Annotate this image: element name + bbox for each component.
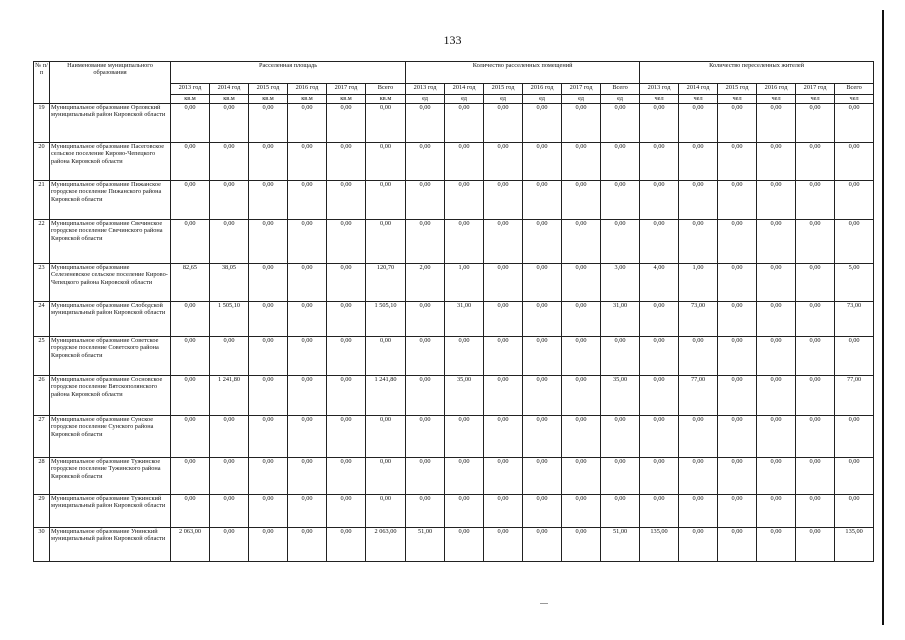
value-cell: 0,00 [640, 302, 679, 337]
value-cell: 0,00 [249, 264, 288, 302]
value-cell: 0,00 [171, 104, 210, 143]
value-cell: 120,70 [366, 264, 406, 302]
unit-header: чел [835, 95, 874, 104]
table-row [34, 104, 874, 143]
value-cell: 0,00 [366, 458, 406, 495]
value-cell: 0,00 [406, 302, 445, 337]
value-cell: 0,00 [249, 528, 288, 562]
value-cell: 0,00 [757, 181, 796, 220]
year-header: 2016 год [523, 84, 562, 95]
value-cell: 0,00 [327, 376, 366, 416]
year-header: Всего [366, 84, 406, 95]
value-cell: 0,00 [718, 376, 757, 416]
value-cell: 135,00 [835, 528, 874, 562]
scan-mark [540, 603, 548, 604]
unit-header: чел [796, 95, 835, 104]
value-cell: 0,00 [406, 220, 445, 264]
year-header: 2017 год [796, 84, 835, 95]
value-cell: 0,00 [249, 302, 288, 337]
value-cell: 0,00 [679, 220, 718, 264]
value-cell: 0,00 [327, 495, 366, 528]
value-cell: 0,00 [679, 495, 718, 528]
value-cell: 0,00 [796, 458, 835, 495]
value-cell: 0,00 [288, 143, 327, 181]
row-number: 24 [34, 302, 50, 337]
value-cell: 0,00 [406, 495, 445, 528]
table-row [34, 220, 874, 264]
value-cell: 0,00 [601, 220, 640, 264]
value-cell: 0,00 [601, 181, 640, 220]
value-cell: 0,00 [327, 528, 366, 562]
table-row [34, 264, 874, 302]
value-cell: 0,00 [445, 337, 484, 376]
value-cell: 0,00 [523, 337, 562, 376]
header-num: № п/п [34, 62, 50, 104]
value-cell: 0,00 [601, 458, 640, 495]
value-cell: 0,00 [210, 416, 249, 458]
value-cell: 3,00 [601, 264, 640, 302]
value-cell: 0,00 [796, 302, 835, 337]
value-cell: 0,00 [210, 495, 249, 528]
year-header: 2013 год [171, 84, 210, 95]
unit-header: чел [679, 95, 718, 104]
value-cell: 0,00 [679, 337, 718, 376]
value-cell: 0,00 [835, 143, 874, 181]
unit-header: ед [406, 95, 445, 104]
value-cell: 0,00 [640, 220, 679, 264]
value-cell: 0,00 [796, 376, 835, 416]
row-number: 20 [34, 143, 50, 181]
value-cell: 4,00 [640, 264, 679, 302]
year-header: 2015 год [249, 84, 288, 95]
unit-header: ед [484, 95, 523, 104]
value-cell: 0,00 [171, 302, 210, 337]
header-group-residents: Количество переселенных жителей [640, 62, 874, 84]
value-cell: 0,00 [484, 104, 523, 143]
header-name: Наименование муниципального образования [50, 62, 171, 104]
value-cell: 0,00 [835, 416, 874, 458]
value-cell: 0,00 [366, 495, 406, 528]
unit-header: ед [445, 95, 484, 104]
value-cell: 0,00 [288, 337, 327, 376]
value-cell: 0,00 [366, 416, 406, 458]
unit-header: кв.м [210, 95, 249, 104]
value-cell: 0,00 [523, 416, 562, 458]
value-cell: 0,00 [601, 495, 640, 528]
page-number: 133 [443, 33, 462, 47]
value-cell: 35,00 [601, 376, 640, 416]
value-cell: 0,00 [484, 143, 523, 181]
value-cell: 0,00 [288, 458, 327, 495]
value-cell: 0,00 [523, 104, 562, 143]
year-header: Всего [601, 84, 640, 95]
value-cell: 0,00 [406, 337, 445, 376]
value-cell: 0,00 [562, 416, 601, 458]
municipality-name: Муниципальное образование Сунское городское поселение Сунского района Кировской области [50, 416, 171, 458]
row-number: 23 [34, 264, 50, 302]
value-cell: 0,00 [288, 220, 327, 264]
value-cell: 0,00 [327, 337, 366, 376]
value-cell: 35,00 [445, 376, 484, 416]
year-header: 2015 год [484, 84, 523, 95]
value-cell: 0,00 [679, 143, 718, 181]
unit-header: чел [718, 95, 757, 104]
value-cell: 0,00 [288, 495, 327, 528]
value-cell: 0,00 [757, 302, 796, 337]
value-cell: 0,00 [327, 416, 366, 458]
municipality-name: Муниципальное образование Тужинское городское поселение Тужинского района Кировской области [50, 458, 171, 495]
value-cell: 0,00 [484, 264, 523, 302]
value-cell: 1,00 [445, 264, 484, 302]
value-cell: 0,00 [601, 337, 640, 376]
value-cell: 0,00 [562, 302, 601, 337]
year-header: 2013 год [406, 84, 445, 95]
value-cell: 0,00 [484, 302, 523, 337]
value-cell: 5,00 [835, 264, 874, 302]
value-cell: 0,00 [718, 181, 757, 220]
value-cell: 0,00 [327, 104, 366, 143]
year-header: 2014 год [679, 84, 718, 95]
table-row [34, 528, 874, 562]
value-cell: 0,00 [718, 495, 757, 528]
unit-header: ед [601, 95, 640, 104]
row-number: 30 [34, 528, 50, 562]
table-row [34, 181, 874, 220]
value-cell: 0,00 [210, 528, 249, 562]
value-cell: 0,00 [249, 220, 288, 264]
year-header: 2016 год [757, 84, 796, 95]
unit-header: кв.м [171, 95, 210, 104]
value-cell: 0,00 [327, 143, 366, 181]
unit-header: ед [562, 95, 601, 104]
value-cell: 0,00 [718, 220, 757, 264]
value-cell: 0,00 [679, 181, 718, 220]
value-cell: 0,00 [210, 181, 249, 220]
municipality-name: Муниципальное образование Слободской муниципальный район Кировской области [50, 302, 171, 337]
value-cell: 51,00 [601, 528, 640, 562]
value-cell: 2,00 [406, 264, 445, 302]
value-cell: 0,00 [171, 143, 210, 181]
unit-header: ед [523, 95, 562, 104]
value-cell: 1 505,10 [366, 302, 406, 337]
value-cell: 0,00 [718, 302, 757, 337]
value-cell: 0,00 [484, 337, 523, 376]
value-cell: 0,00 [562, 220, 601, 264]
value-cell: 0,00 [210, 143, 249, 181]
value-cell: 0,00 [366, 143, 406, 181]
value-cell: 0,00 [445, 528, 484, 562]
unit-header: кв.м [327, 95, 366, 104]
value-cell: 0,00 [288, 416, 327, 458]
value-cell: 0,00 [796, 104, 835, 143]
value-cell: 0,00 [484, 495, 523, 528]
year-header: Всего [835, 84, 874, 95]
table-row [34, 376, 874, 416]
value-cell: 0,00 [835, 181, 874, 220]
value-cell: 135,00 [640, 528, 679, 562]
value-cell: 0,00 [835, 337, 874, 376]
value-cell: 0,00 [288, 302, 327, 337]
municipality-name: Муниципальное образование Тужинский муниципальный район Кировской области [50, 495, 171, 528]
value-cell: 0,00 [249, 495, 288, 528]
value-cell: 0,00 [679, 416, 718, 458]
resettlement-table [33, 61, 874, 562]
value-cell: 0,00 [835, 220, 874, 264]
value-cell: 0,00 [562, 181, 601, 220]
value-cell: 31,00 [445, 302, 484, 337]
municipality-name: Муниципальное образование Пасеговское сельское поселение Кирово-Чепецкого района Кировской области [50, 143, 171, 181]
unit-header: чел [757, 95, 796, 104]
value-cell: 38,05 [210, 264, 249, 302]
value-cell: 0,00 [718, 143, 757, 181]
value-cell: 0,00 [445, 458, 484, 495]
value-cell: 0,00 [484, 528, 523, 562]
unit-header: чел [640, 95, 679, 104]
value-cell: 0,00 [210, 337, 249, 376]
table-row [34, 337, 874, 376]
value-cell: 0,00 [445, 143, 484, 181]
value-cell: 0,00 [406, 143, 445, 181]
value-cell: 0,00 [523, 181, 562, 220]
value-cell: 0,00 [562, 495, 601, 528]
row-number: 28 [34, 458, 50, 495]
value-cell: 0,00 [796, 220, 835, 264]
value-cell: 0,00 [484, 376, 523, 416]
table-row [34, 416, 874, 458]
value-cell: 0,00 [562, 528, 601, 562]
row-number: 27 [34, 416, 50, 458]
value-cell: 77,00 [679, 376, 718, 416]
value-cell: 77,00 [835, 376, 874, 416]
value-cell: 0,00 [406, 416, 445, 458]
value-cell: 0,00 [210, 220, 249, 264]
value-cell: 0,00 [679, 528, 718, 562]
value-cell: 0,00 [445, 104, 484, 143]
value-cell: 0,00 [757, 528, 796, 562]
value-cell: 0,00 [249, 104, 288, 143]
row-number: 19 [34, 104, 50, 143]
value-cell: 0,00 [171, 376, 210, 416]
value-cell: 0,00 [640, 458, 679, 495]
municipality-name: Муниципальное образование Унинский муниципальный район Кировской области [50, 528, 171, 562]
value-cell: 0,00 [757, 220, 796, 264]
row-number: 25 [34, 337, 50, 376]
row-number: 22 [34, 220, 50, 264]
value-cell: 0,00 [796, 495, 835, 528]
value-cell: 0,00 [288, 528, 327, 562]
value-cell: 0,00 [796, 181, 835, 220]
unit-header: кв.м [366, 95, 406, 104]
value-cell: 0,00 [562, 104, 601, 143]
value-cell: 1 241,80 [210, 376, 249, 416]
value-cell: 0,00 [562, 337, 601, 376]
value-cell: 0,00 [171, 181, 210, 220]
municipality-name: Муниципальное образование Свечинское городское поселение Свечинского района Кировской области [50, 220, 171, 264]
value-cell: 0,00 [718, 337, 757, 376]
value-cell: 0,00 [249, 143, 288, 181]
value-cell: 0,00 [484, 181, 523, 220]
value-cell: 0,00 [523, 458, 562, 495]
table-row [34, 143, 874, 181]
value-cell: 0,00 [640, 181, 679, 220]
value-cell: 31,00 [601, 302, 640, 337]
value-cell: 73,00 [679, 302, 718, 337]
value-cell: 0,00 [327, 264, 366, 302]
value-cell: 0,00 [366, 104, 406, 143]
header-group-premises: Количество расселенных помещений [406, 62, 640, 84]
table-row [34, 458, 874, 495]
value-cell: 0,00 [562, 458, 601, 495]
value-cell: 0,00 [523, 264, 562, 302]
row-number: 29 [34, 495, 50, 528]
value-cell: 0,00 [288, 104, 327, 143]
value-cell: 0,00 [171, 220, 210, 264]
value-cell: 0,00 [171, 458, 210, 495]
value-cell: 0,00 [406, 181, 445, 220]
value-cell: 0,00 [366, 220, 406, 264]
year-header: 2017 год [562, 84, 601, 95]
value-cell: 0,00 [523, 376, 562, 416]
value-cell: 0,00 [249, 337, 288, 376]
value-cell: 0,00 [640, 376, 679, 416]
value-cell: 0,00 [757, 143, 796, 181]
value-cell: 0,00 [523, 143, 562, 181]
value-cell: 0,00 [562, 376, 601, 416]
municipality-name: Муниципальное образование Советское городское поселение Советского района Кировской области [50, 337, 171, 376]
value-cell: 0,00 [757, 264, 796, 302]
value-cell: 51,00 [406, 528, 445, 562]
unit-header: кв.м [288, 95, 327, 104]
value-cell: 0,00 [249, 181, 288, 220]
value-cell: 0,00 [445, 416, 484, 458]
year-header: 2014 год [445, 84, 484, 95]
value-cell: 0,00 [406, 104, 445, 143]
value-cell: 0,00 [796, 416, 835, 458]
value-cell: 0,00 [523, 302, 562, 337]
value-cell: 0,00 [445, 220, 484, 264]
value-cell: 2 063,00 [366, 528, 406, 562]
value-cell: 0,00 [601, 143, 640, 181]
table-row [34, 495, 874, 528]
value-cell: 0,00 [796, 264, 835, 302]
value-cell: 0,00 [210, 458, 249, 495]
year-header: 2017 год [327, 84, 366, 95]
municipality-name: Муниципальное образование Сосновское городское поселение Вятскополянского района Кировской области [50, 376, 171, 416]
municipality-name: Муниципальное образование Орловский муниципальный район Кировской области [50, 104, 171, 143]
value-cell: 0,00 [484, 458, 523, 495]
value-cell: 2 063,00 [171, 528, 210, 562]
value-cell: 0,00 [366, 337, 406, 376]
value-cell: 73,00 [835, 302, 874, 337]
value-cell: 0,00 [406, 458, 445, 495]
value-cell: 0,00 [640, 416, 679, 458]
value-cell: 0,00 [327, 458, 366, 495]
value-cell: 0,00 [757, 416, 796, 458]
municipality-name: Муниципальное образование Пижанское городское поселение Пижанского района Кировской области [50, 181, 171, 220]
value-cell: 0,00 [757, 104, 796, 143]
value-cell: 0,00 [327, 181, 366, 220]
row-number: 26 [34, 376, 50, 416]
year-header: 2013 год [640, 84, 679, 95]
value-cell: 82,65 [171, 264, 210, 302]
value-cell: 0,00 [757, 337, 796, 376]
value-cell: 0,00 [835, 104, 874, 143]
value-cell: 0,00 [484, 416, 523, 458]
header-group-area: Расселенная площадь [171, 62, 406, 84]
value-cell: 0,00 [835, 495, 874, 528]
value-cell: 0,00 [171, 416, 210, 458]
value-cell: 0,00 [601, 104, 640, 143]
value-cell: 1 505,10 [210, 302, 249, 337]
value-cell: 0,00 [445, 181, 484, 220]
value-cell: 0,00 [796, 143, 835, 181]
table-row [34, 302, 874, 337]
value-cell: 0,00 [640, 495, 679, 528]
value-cell: 1 241,80 [366, 376, 406, 416]
value-cell: 0,00 [327, 302, 366, 337]
value-cell: 0,00 [835, 458, 874, 495]
value-cell: 0,00 [757, 458, 796, 495]
value-cell: 1,00 [679, 264, 718, 302]
value-cell: 0,00 [288, 376, 327, 416]
value-cell: 0,00 [601, 416, 640, 458]
value-cell: 0,00 [249, 416, 288, 458]
unit-header: кв.м [249, 95, 288, 104]
scan-edge-line [882, 10, 884, 625]
value-cell: 0,00 [210, 104, 249, 143]
municipality-name: Муниципальное образование Селезеневское сельское поселение Кирово-Чепецкого района Кировской области [50, 264, 171, 302]
value-cell: 0,00 [171, 337, 210, 376]
value-cell: 0,00 [288, 264, 327, 302]
table-body [34, 104, 874, 562]
value-cell: 0,00 [523, 220, 562, 264]
year-header: 2016 год [288, 84, 327, 95]
value-cell: 0,00 [562, 264, 601, 302]
value-cell: 0,00 [679, 458, 718, 495]
value-cell: 0,00 [171, 495, 210, 528]
value-cell: 0,00 [445, 495, 484, 528]
value-cell: 0,00 [679, 104, 718, 143]
value-cell: 0,00 [796, 337, 835, 376]
value-cell: 0,00 [640, 143, 679, 181]
value-cell: 0,00 [366, 181, 406, 220]
value-cell: 0,00 [640, 337, 679, 376]
value-cell: 0,00 [796, 528, 835, 562]
value-cell: 0,00 [327, 220, 366, 264]
row-number: 21 [34, 181, 50, 220]
value-cell: 0,00 [718, 528, 757, 562]
value-cell: 0,00 [757, 495, 796, 528]
value-cell: 0,00 [406, 376, 445, 416]
value-cell: 0,00 [718, 458, 757, 495]
value-cell: 0,00 [249, 376, 288, 416]
value-cell: 0,00 [523, 495, 562, 528]
year-header: 2015 год [718, 84, 757, 95]
value-cell: 0,00 [718, 104, 757, 143]
value-cell: 0,00 [562, 143, 601, 181]
value-cell: 0,00 [523, 528, 562, 562]
value-cell: 0,00 [718, 416, 757, 458]
value-cell: 0,00 [718, 264, 757, 302]
value-cell: 0,00 [757, 376, 796, 416]
year-header: 2014 год [210, 84, 249, 95]
value-cell: 0,00 [484, 220, 523, 264]
value-cell: 0,00 [640, 104, 679, 143]
value-cell: 0,00 [249, 458, 288, 495]
value-cell: 0,00 [288, 181, 327, 220]
